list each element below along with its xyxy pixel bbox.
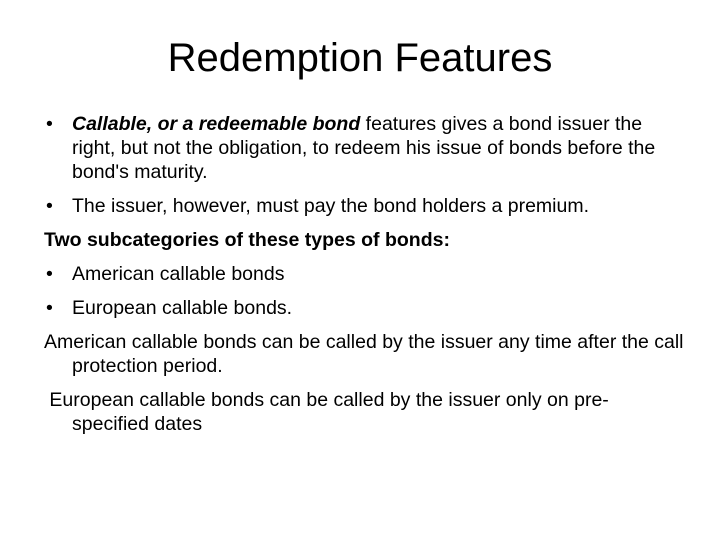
bullet-icon: •	[46, 263, 53, 285]
european-text: European callable bonds.	[72, 297, 293, 319]
bullet-icon: •	[46, 113, 53, 135]
bullet-item-european	[44, 296, 684, 320]
callable-description: features gives a bond issuer the right, but not the obligation, to redeem his issue of bonds before the bond's maturity.	[72, 113, 656, 183]
slide-body	[44, 112, 684, 446]
callable-term: Callable, or a redeemable bond	[72, 113, 361, 135]
bullet-item-callable	[44, 112, 684, 184]
slide-title: Redemption Features	[167, 36, 553, 80]
premium-text: The issuer, however, must pay the bond holders a premium.	[72, 195, 590, 217]
american-text: American callable bonds	[72, 263, 285, 285]
bullet-icon: •	[46, 195, 53, 217]
subcategories-heading: Two subcategories of these types of bonds:	[44, 229, 450, 251]
bullet-item-premium	[44, 194, 684, 218]
american-paragraph: American callable bonds can be called by the issuer any time after the call protection period.	[44, 331, 684, 377]
bullet-item-american	[44, 262, 684, 286]
european-paragraph: European callable bonds can be called by the issuer only on pre-specified dates	[44, 389, 609, 435]
bullet-icon: •	[46, 297, 53, 319]
